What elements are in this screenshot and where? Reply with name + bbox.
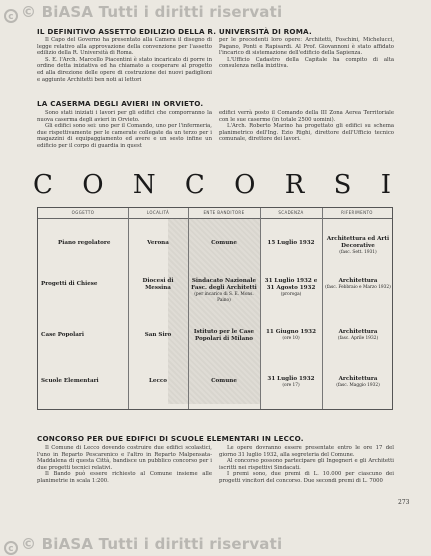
paragraph: L'Ufficio Cadastro della Capitale ha compito di alta consulenza nella inizitiva. [219, 56, 394, 70]
heading-letter: N [132, 170, 156, 200]
table-row-2-ente [190, 278, 258, 303]
table-row-4-riferimento [324, 376, 392, 389]
table-row-1-oggetto: Piano regolatore [58, 240, 111, 246]
competitions-table [37, 207, 393, 410]
ente-name: Comune [211, 240, 237, 246]
watermark-text: © BiASA Tutti i diritti riservati [21, 535, 283, 553]
ente-note: (per incarico di S. E. Mons. Paino) [194, 292, 254, 303]
section2-title: LA CASERMA DEGLI AVIERI IN ORVIETO. [37, 99, 204, 108]
table-row-4-ente [190, 378, 258, 385]
section3-left-column [37, 445, 212, 485]
col-header-localita: LOCALITÀ [146, 210, 170, 215]
watermark-top [4, 3, 282, 23]
paragraph: edifici verrà posto il Comando della III Zona Aerea Territoriale con le sue caserme (in totale 2500 uomini). [219, 110, 394, 123]
reference-note: (fasc. Aprile 1932) [337, 336, 379, 341]
paragraph: per le precedenti loro opere: Architetti, Foschini, Michelucci, Pagano, Ponti e Rapisardi. Al Prof. Giovannoni è stato affidato l'incarico di sistemazione dell'edificio della Sapienza. [219, 37, 394, 57]
page-number: 273 [398, 499, 410, 506]
table-row-1-scadenza [262, 240, 320, 247]
col-header-scadenza: SCADENZA [278, 210, 304, 215]
watermark-text: © BiASA Tutti i diritti riservati [21, 3, 283, 21]
table-row-2-riferimento [324, 278, 392, 291]
paragraph: Il Bando può essere richiesto al Comune insieme alle planimetrie in scala 1:200. [37, 471, 212, 484]
paragraph: I premi sono, due premi di L. 10.000 per ciascuno dei progetti vincitori del concorso. Due secondi premi di L. 7000 [219, 471, 394, 484]
reference: Architettura [338, 278, 378, 284]
reference-note: (fasc. Sett. 1931) [339, 250, 377, 255]
deadline: 31 Luglio 1932 e 31 Agosto 1932 [264, 278, 318, 291]
table-row-1-localita: Verona [147, 240, 169, 246]
reference-note: (fasc. Febbraio e Marzo 1932) [325, 285, 391, 290]
deadline: 15 Luglio 1932 [267, 240, 315, 246]
section3-right-column [219, 445, 394, 485]
paragraph: Le opere dovranno essere presentate entro le ore 17 del giorno 31 luglio 1932, alla segreteria del Comune. [219, 445, 394, 458]
paragraph: Al concorso possono partecipare gli Ingegneri e gli Architetti iscritti nei rispettivi Sindacati. [219, 458, 394, 471]
table-row-1-ente [190, 240, 258, 247]
deadline: 11 Giugno 1932 [266, 329, 316, 335]
reference: Architettura [338, 376, 378, 382]
section2-left-column [37, 110, 212, 150]
table-row-3-riferimento [324, 329, 392, 342]
heading-letter: C [184, 170, 205, 200]
deadline-note: (proroga) [280, 292, 302, 297]
section1-right-column [219, 37, 394, 70]
heading-letter: R [284, 170, 305, 200]
table-row-3-localita: San Siro [144, 332, 172, 338]
table-row-3-ente [190, 329, 258, 343]
table-row-3-oggetto: Case Popolari [41, 332, 84, 338]
table-row-2-scadenza [262, 278, 320, 298]
section3-title: CONCORSO PER DUE EDIFICI DI SCUOLE ELEMENTARI IN LECCO. [37, 434, 304, 443]
reference: Architettura ed Arti Decorative [326, 236, 390, 249]
col-header-oggetto: OGGETTO [71, 210, 95, 215]
paragraph: Il Capo del Governo ha presentato alla Camera il disegno di legge relativo alla approvazione della convenzione per l'assetto edilizio della R. Università di Roma. [37, 37, 212, 57]
watermark-bottom [4, 535, 282, 555]
table-row-3-scadenza [262, 329, 320, 342]
concorsi-heading [33, 170, 391, 200]
paragraph: S. E. l'Arch. Marcello Piacentini è stato incaricato di porre in ordine detta iniziativa ed ha chiamato a cooperare al progetto ed alla direzione delle opere di costruzione dei nuovi padiglioni e aggiunte Architetti ben noti ai lettori [37, 56, 212, 83]
ente-name: Comune [211, 378, 237, 384]
copyright-icon: c [4, 541, 18, 555]
section2-right-column [219, 110, 394, 143]
table-row-4-scadenza [262, 376, 320, 389]
ente-name: Istituto per le Case Popolari di Milano [193, 329, 255, 342]
paragraph: Gli edifici sono sei: uno per il Comando, uno per l'infermeria, due rispettivamente per le camerate collegate da un terzo per i magazzini di equipaggiamento ed avere e un sesto infine un edificio per il corpo di guardia in quest [37, 123, 212, 149]
heading-letter: S [333, 170, 352, 200]
heading-letter: O [234, 170, 256, 200]
heading-letter: I [380, 170, 391, 200]
section1-left-column [37, 37, 212, 83]
table-row-4-localita: Lecco [148, 378, 168, 384]
column-divider [188, 208, 189, 409]
ente-name: Sindacato Nazionale Fasc. degli Architetti [191, 278, 257, 291]
section1-title: IL DEFINITIVO ASSETTO EDILIZIO DELLA R. UNIVERSITÀ DI ROMA. [37, 27, 312, 36]
table-row-4-oggetto: Scuole Elementari [41, 378, 99, 384]
copyright-icon: c [4, 9, 18, 23]
deadline-note: (ore 17) [282, 383, 300, 388]
col-header-riferimento: RIFERIMENTO [341, 210, 373, 215]
column-divider [322, 208, 323, 409]
heading-letter: C [33, 170, 53, 200]
table-row-2-oggetto: Progetti di Chiese [41, 281, 98, 287]
deadline: 31 Luglio 1932 [267, 376, 315, 382]
column-divider [260, 208, 261, 409]
paragraph: Sono stati iniziati i lavori per gli edifici che comporranno la nuova caserma degli avieri in Orvieto. [37, 110, 212, 123]
paragraph: Il Comune di Lecco dovendo costruire due edifici scolastici, l'uno in Reparto Pescarenico e l'altro in Reparto Malpensata-Maddalena di questa Città, bandisce un pubblico concorso per i due progetti tecnici relativi. [37, 445, 212, 471]
reference-note: (fasc. Maggio 1932) [336, 383, 380, 388]
column-divider [128, 208, 129, 409]
table-row-1-riferimento [324, 236, 392, 256]
paragraph: L'Arch. Roberto Marino ha progettato gli edifici su schema planimetrico dell'Ing. Ezio Righi, direttore dell'Ufficio tecnico comunale, direttore dei lavori. [219, 123, 394, 143]
reference: Architettura [338, 329, 378, 335]
deadline-note: (ore 10) [282, 336, 300, 341]
col-header-ente: ENTE BANDITORE [203, 210, 245, 215]
header-divider [38, 218, 392, 219]
heading-letter: O [82, 170, 104, 200]
table-row-2-localita: Diocesi di Messina [142, 278, 174, 291]
